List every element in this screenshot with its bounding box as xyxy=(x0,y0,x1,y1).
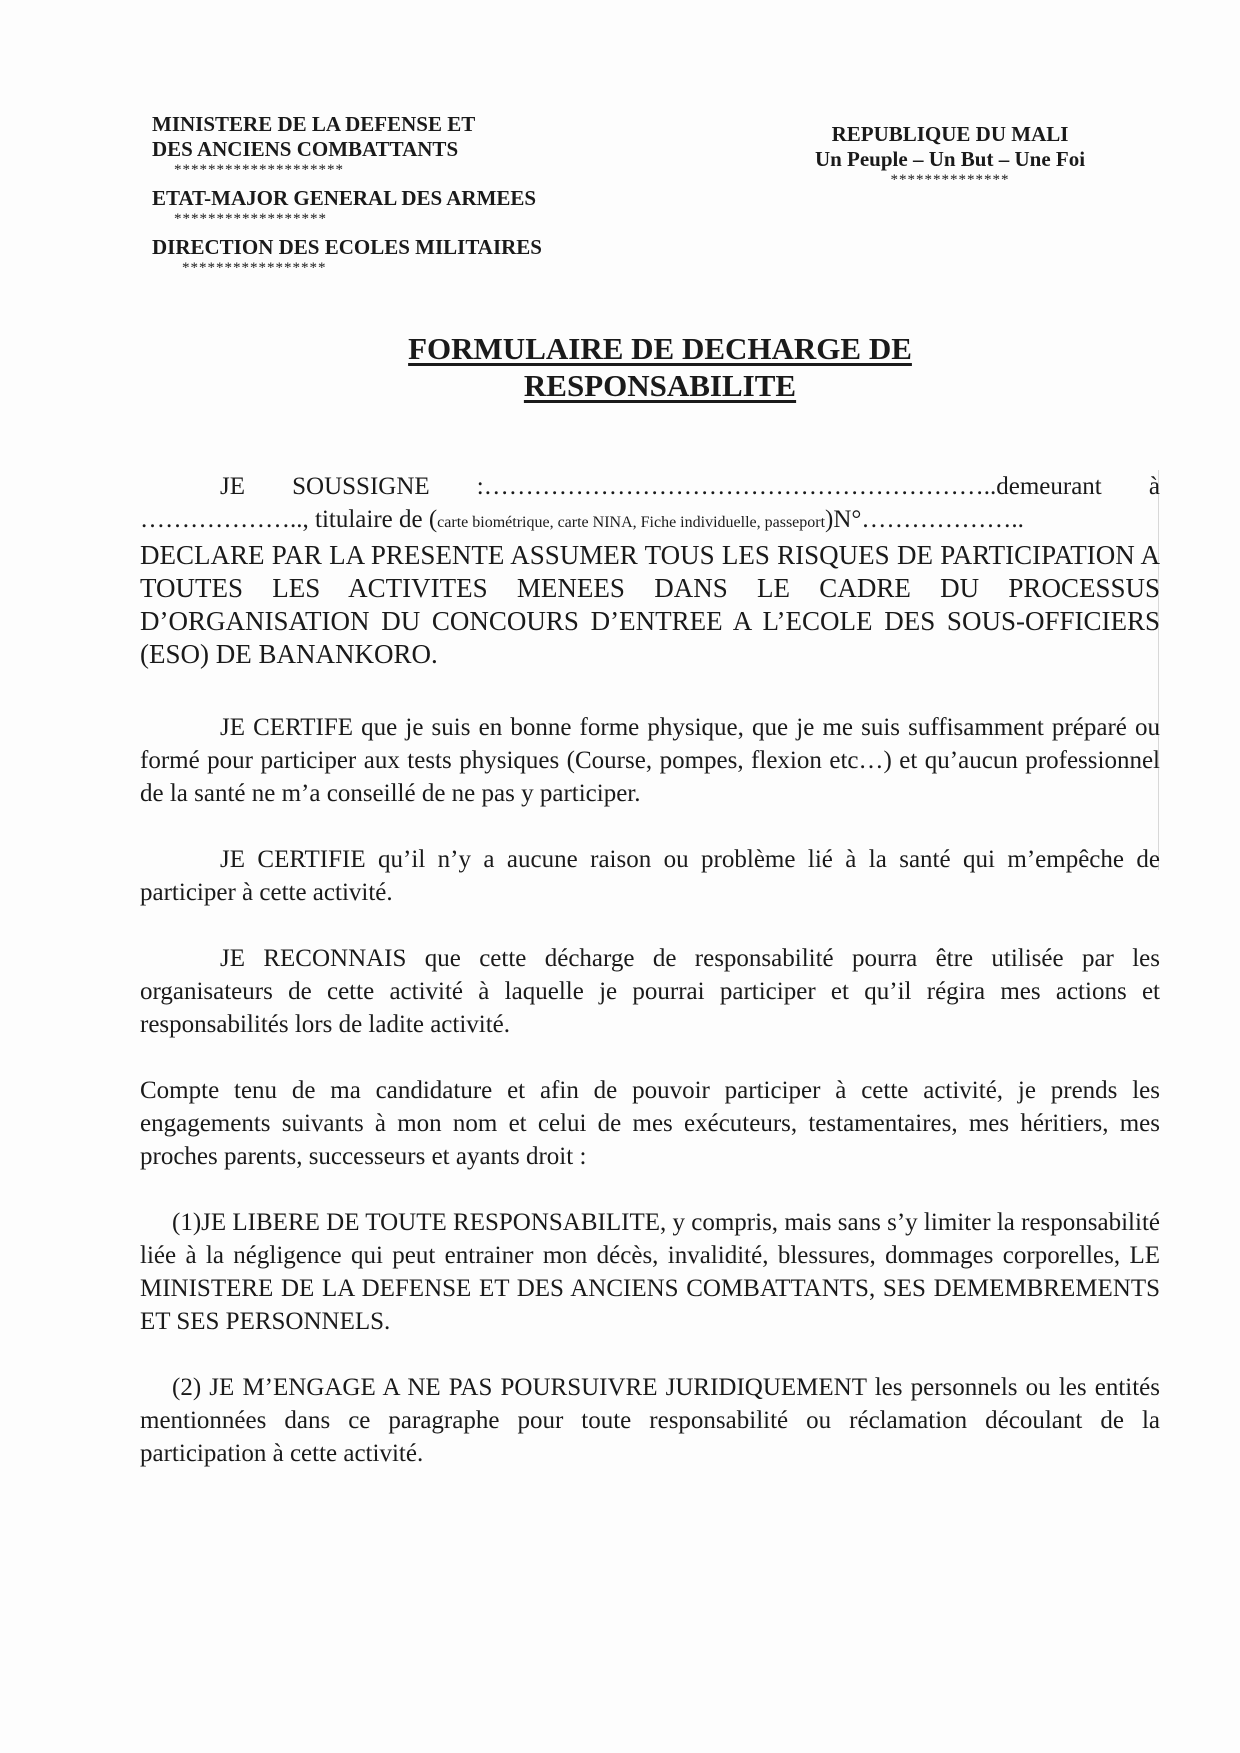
commitment-item-1: (1)JE LIBERE DE TOUTE RESPONSABILITE, y compris, mais sans s’y limiter la responsabilité liée à la négligence qui peut entrainer mon décès, invalidité, blessures, dommages corporelles, LE MINISTERE DE LA DEFENSE ET DES ANCIENS COMBATTANTS, SES DEMEMBREMENTS ET SES PERSONNELS. xyxy=(140,1209,1160,1335)
separator-stars: ****************** xyxy=(174,211,327,227)
soussigne-label: JE SOUSSIGNE : xyxy=(220,473,484,500)
address-fill-dots: ……………….., titulaire de ( xyxy=(140,506,438,533)
ministry-header xyxy=(152,112,592,284)
title-line-2: RESPONSABILITE xyxy=(523,368,797,403)
document-body xyxy=(140,470,1160,1503)
title-line-1: FORMULAIRE DE DECHARGE DE xyxy=(408,331,912,366)
commitments-intro-paragraph: Compte tenu de ma candidature et afin de pouvoir participer à cette activité, je prends les engagements suivants à mon nom et celui de mes exécuteurs, testamentaires, mes héritiers, mes proches parents, successeurs et ayants droit : xyxy=(140,1077,1160,1170)
identity-line-1 xyxy=(140,470,1160,503)
id-number-fill-dots: )N°……………….. xyxy=(825,506,1024,533)
declaration-paragraph: DECLARE PAR LA PRESENTE ASSUMER TOUS LES RISQUES DE PARTICIPATION A TOUTES LES ACTIVITES MENEES DANS LE CADRE DU PROCESSUS D’ORGANISATION DU CONCOURS D’ENTREE A L’ECOLE DES SOUS-OFFICIERS (ESO) DE BANANKORO. xyxy=(140,540,1160,669)
identity-line-2 xyxy=(140,503,1160,539)
commitment-item-2: (2) JE M’ENGAGE A NE PAS POURSUIVRE JURIDIQUEMENT les personnels ou les entités mentionnées dans ce paragraphe pour toute responsabilité ou réclamation découlant de la participation à cette activité. xyxy=(140,1374,1160,1467)
document-title xyxy=(300,330,1020,404)
id-document-types: carte biométrique, carte NINA, Fiche individuelle, passeport xyxy=(437,514,826,531)
name-fill-dots: ……………………………………………………..demeurant à xyxy=(483,473,1160,500)
republic-name: REPUBLIQUE DU MALI xyxy=(831,122,1069,146)
ministry-line-1: MINISTERE DE LA DEFENSE ET xyxy=(152,112,476,136)
reconnais-paragraph: JE RECONNAIS que cette décharge de responsabilité pourra être utilisée par les organisateurs de cette activité à laquelle je pourrai participer et qu’il régira mes actions et responsabilités lors de ladite activité. xyxy=(140,945,1160,1038)
separator-stars: ******************** xyxy=(174,162,344,178)
republic-header xyxy=(790,122,1110,188)
etat-major-line: ETAT-MAJOR GENERAL DES ARMEES xyxy=(152,186,537,210)
national-motto: Un Peuple – Un But – Une Foi xyxy=(814,147,1086,171)
direction-line: DIRECTION DES ECOLES MILITAIRES xyxy=(152,235,542,259)
ministry-line-2: DES ANCIENS COMBATTANTS xyxy=(152,137,459,161)
certife-paragraph: JE CERTIFE que je suis en bonne forme physique, que je me suis suffisamment préparé ou formé pour participer aux tests physiques (Course, pompes, flexion etc…) et qu’aucun professionnel de la santé ne m’a conseillé de ne pas y participer. xyxy=(140,714,1160,807)
certifie-paragraph: JE CERTIFIE qu’il n’y a aucune raison ou problème lié à la santé qui m’empêche de participer à cette activité. xyxy=(140,846,1160,906)
separator-stars: ************** xyxy=(890,172,1010,188)
separator-stars: ***************** xyxy=(182,260,327,276)
